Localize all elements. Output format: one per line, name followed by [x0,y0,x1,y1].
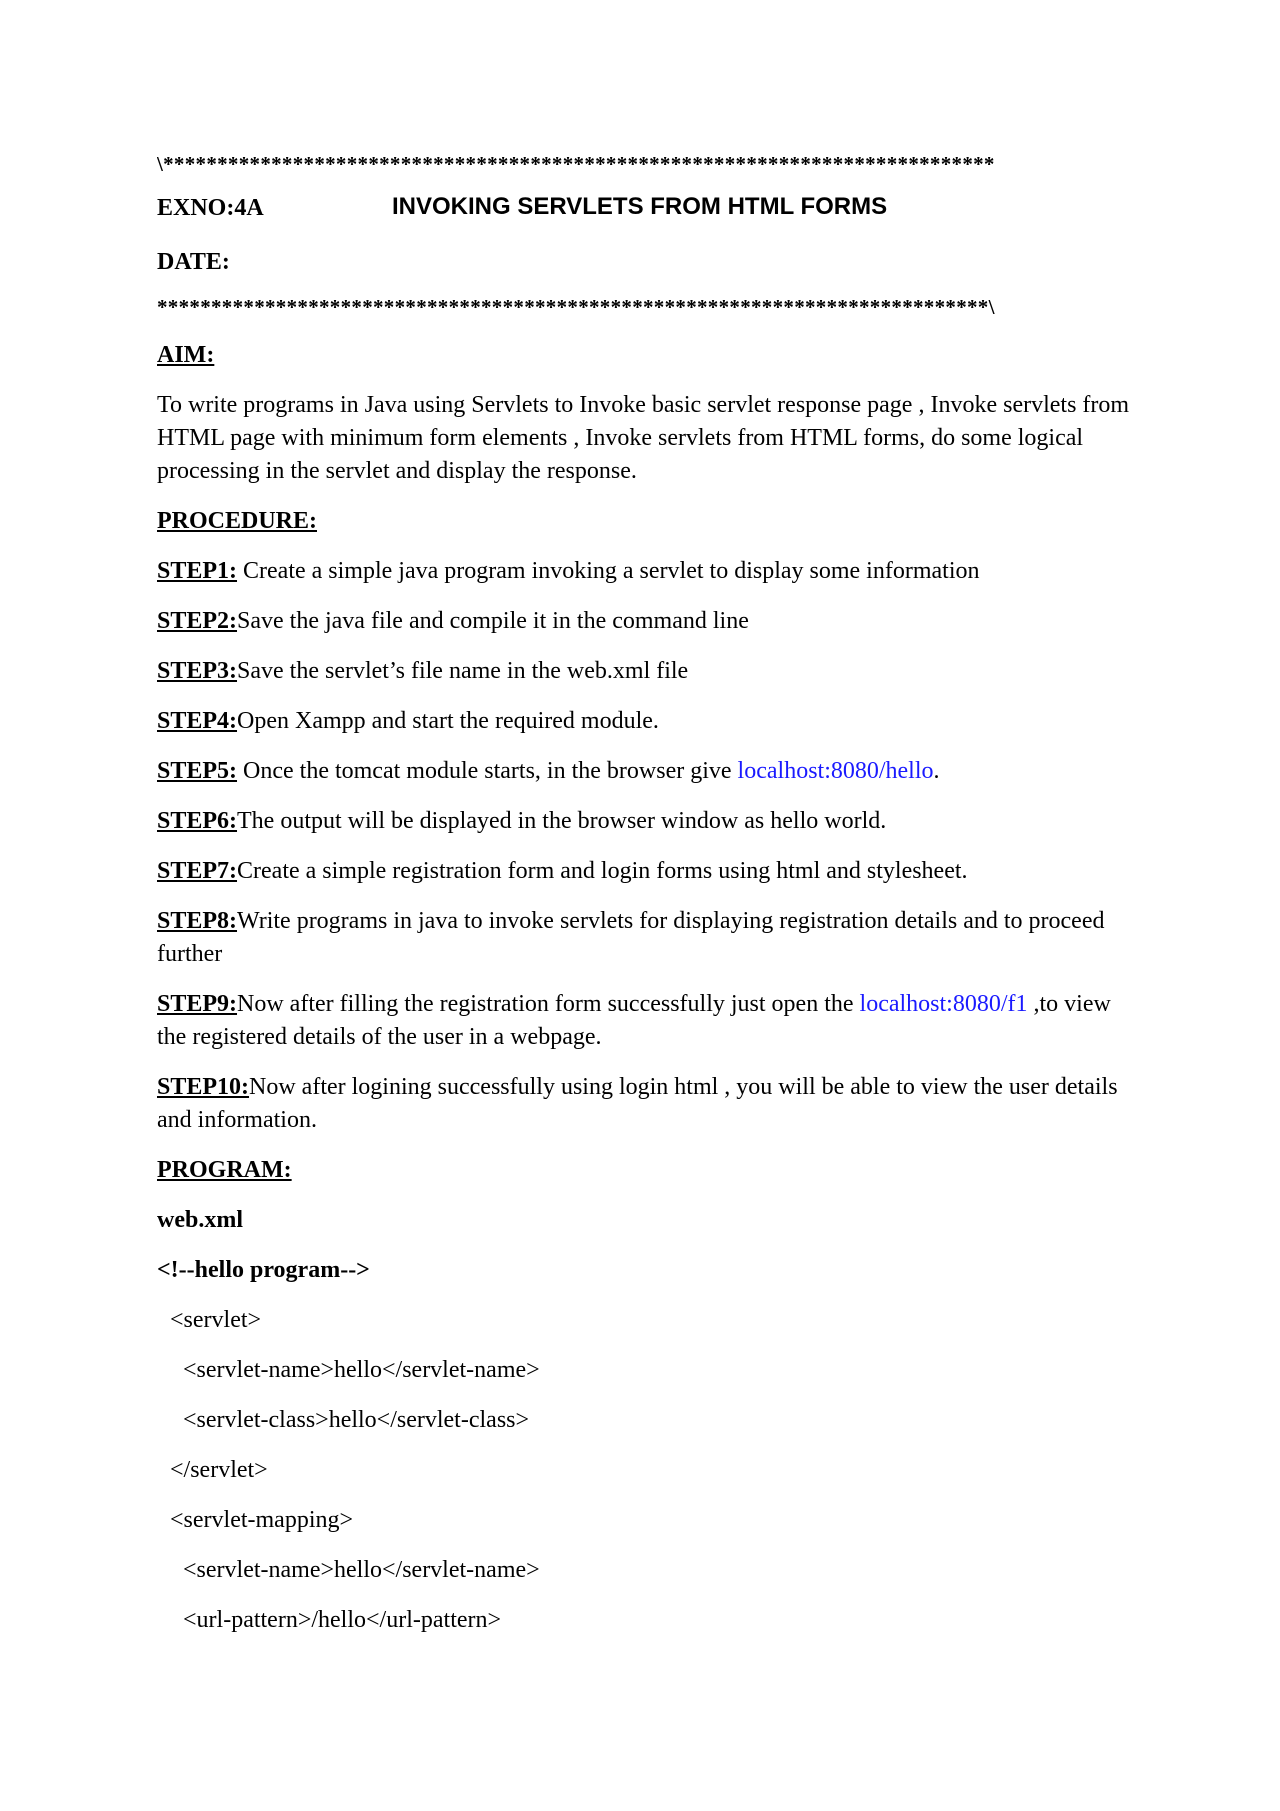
step-label: STEP2: [157,608,238,634]
procedure-step [157,555,1137,588]
procedure-step [157,905,1137,971]
stars-divider-bottom: *****************************************************************************\ [157,295,995,319]
procedure-heading: PROCEDURE: [157,508,317,534]
step-label: STEP3: [157,658,238,684]
step-text: Save the java file and compile it in the command line [237,608,749,634]
step-label: STEP4: [157,708,238,734]
code-line: <servlet> [170,1307,262,1333]
step-link[interactable]: localhost:8080/hello [737,758,934,784]
step-label: STEP1: [157,558,238,584]
code-comment: <!--hello program--> [157,1257,370,1283]
step-text: Write programs in java to invoke servlets for displaying registration details and to proceed further [157,908,1105,967]
document-title: INVOKING SERVLETS FROM HTML FORMS [392,193,888,220]
procedure-step [157,605,1137,638]
procedure-step [157,755,1137,788]
exercise-number: EXNO:4A [157,195,264,221]
aim-heading: AIM: [157,342,215,368]
date-label: DATE: [157,249,230,275]
step-text-after: ,to view the registered details of the user in a webpage. [157,991,1111,1050]
step-label: STEP6: [157,808,238,834]
header-row [157,192,1137,228]
procedure-step [157,988,1137,1054]
procedure-step [157,1071,1137,1137]
program-heading: PROGRAM: [157,1157,292,1183]
procedure-step [157,805,1137,838]
step-text-after: . [933,758,940,784]
step-label: STEP5: [157,758,238,784]
aim-text: To write programs in Java using Servlets to Invoke basic servlet response page , Invoke servlets from HTML page with minimum form elements , Invoke servlets from HTML forms, do some logical processing in the servlet and display the response. [157,392,1130,484]
code-line: <servlet-class>hello</servlet-class> [183,1407,530,1433]
step-text: Now after filling the registration form successfully just open the [237,991,860,1017]
step-text: Create a simple java program invoking a servlet to display some information [237,558,980,584]
code-line: <servlet-mapping> [170,1507,354,1533]
code-line: <servlet-name>hello</servlet-name> [183,1557,540,1583]
procedure-steps [157,555,1137,1137]
step-label: STEP10: [157,1074,250,1100]
code-block [157,1304,1137,1637]
step-label: STEP9: [157,991,238,1017]
step-text: Now after logining successfully using login html , you will be able to view the user details and information. [157,1074,1118,1133]
code-line: <servlet-name>hello</servlet-name> [183,1357,540,1383]
step-link[interactable]: localhost:8080/f1 [859,991,1028,1017]
procedure-step [157,655,1137,688]
step-text: Create a simple registration form and login forms using html and stylesheet. [237,858,968,884]
step-text: Once the tomcat module starts, in the browser give [237,758,738,784]
procedure-step [157,855,1137,888]
step-text: The output will be displayed in the browser window as hello world. [237,808,887,834]
procedure-step [157,705,1137,738]
step-text: Open Xampp and start the required module. [237,708,659,734]
step-label: STEP7: [157,858,238,884]
document-page [157,150,1137,1654]
code-line: <url-pattern>/hello</url-pattern> [183,1607,502,1633]
code-line: </servlet> [170,1457,268,1483]
step-label: STEP8: [157,908,238,934]
step-text: Save the servlet’s file name in the web.xml file [237,658,689,684]
program-file-name: web.xml [157,1207,243,1233]
stars-divider-top: \***************************************************************************** [157,152,995,176]
